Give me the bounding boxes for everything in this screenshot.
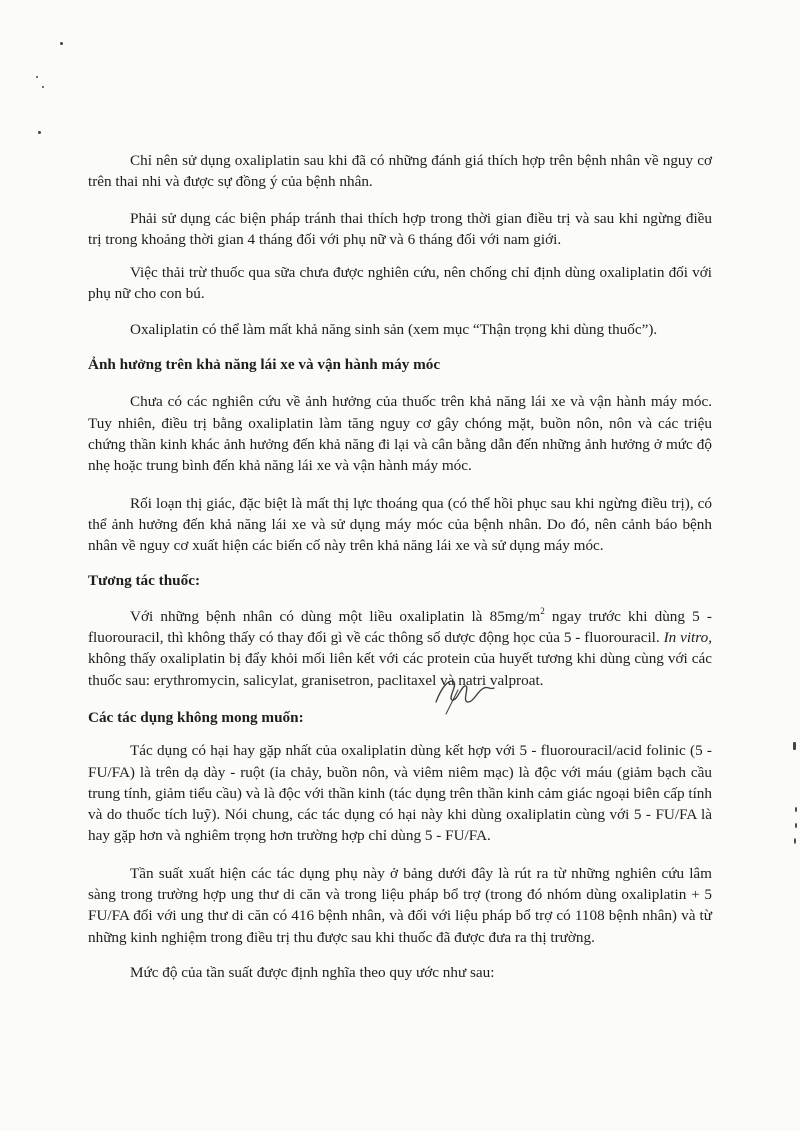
paragraph: Mức độ của tần suất được định nghĩa theo quy ước như sau:: [130, 963, 495, 981]
document-body: [88, 150, 712, 983]
scan-speck: [794, 838, 796, 844]
section-heading-adverse-effects: Các tác dụng không mong muốn:: [88, 708, 304, 726]
scan-speck: [793, 742, 796, 750]
section-heading-driving: Ảnh hưởng trên khả năng lái xe và vận hành máy móc: [88, 356, 441, 374]
scan-speck: [36, 76, 38, 78]
paragraph: Tác dụng có hại hay gặp nhất của oxaliplatin dùng kết hợp với 5 - fluorouracil/acid folinic (5 - FU/FA) là trên dạ dày - ruột (ỉa chảy, buồn nôn, và viêm niêm mạc) là độc với máu (giảm bạch cầu trung tính, giảm tiểu cầu) và là độc với thần kinh (tác dụng trên thần kinh cảm giác ngoại biên cấp tính và do thuốc tích luỹ). Nói chung, các tác dụng có hại này khi dùng oxaliplatin cùng với 5 - FU/FA là hay gặp hơn và nghiêm trọng hơn trường hợp chỉ dùng 5 - FU/FA.: [88, 742, 712, 845]
scan-speck: [795, 807, 797, 812]
scan-speck: [60, 42, 63, 45]
scan-speck: [38, 131, 41, 134]
text-run: ngay trước khi dùng 5 - fluorouracil, thì không thấy có thay đổi gì về các thông số dược động học của 5 - fluorouracil.: [88, 607, 712, 647]
paragraph: Chưa có các nghiên cứu về ảnh hưởng của thuốc trên khả năng lái xe và vận hành máy móc. Tuy nhiên, điều trị bằng oxaliplatin làm tăng nguy cơ gây chóng mặt, buồn nôn, nôn và các triệu chứng thần kinh khác ảnh hưởng đến khả năng đi lại và cân bằng dẫn đến những ảnh hưởng ở mức độ nhẹ hoặc trung bình đến khả năng lái xe và vận hành máy móc.: [88, 393, 712, 475]
text-run: Với những bệnh nhân có dùng một liều oxaliplatin là 85mg/m: [130, 607, 541, 625]
superscript: 2: [540, 605, 545, 616]
paragraph: Tần suất xuất hiện các tác dụng phụ này ở bảng dưới đây là rút ra từ những nghiên cứu lâm sàng trong trường hợp ung thư di căn và trong liệu pháp bổ trợ (trong đó nhóm dùng oxaliplatin + 5 FU/FA đối với ung thư di căn có 416 bệnh nhân, và đối với liệu pháp bổ trợ có 1108 bệnh nhân) và từ những kinh nghiệm trong điều trị thu được sau khi thuốc đã được đưa ra thị trường.: [88, 864, 712, 946]
paragraph: Chỉ nên sử dụng oxaliplatin sau khi đã có những đánh giá thích hợp trên bệnh nhân về nguy cơ trên thai nhi và được sự đồng ý của bệnh nhân.: [88, 152, 712, 191]
italic-term: In vitro: [663, 629, 709, 647]
paragraph: Rối loạn thị giác, đặc biệt là mất thị lực thoáng qua (có thể hồi phục sau khi ngừng điều trị), có thể ảnh hưởng đến khả năng lái xe và sử dụng máy móc của bệnh nhân. Do đó, nên cảnh báo bệnh nhân về nguy cơ xuất hiện các biến cố này trên khả năng lái xe và sử dụng máy móc.: [88, 494, 712, 555]
section-heading-interactions: Tương tác thuốc:: [88, 572, 201, 590]
scan-speck: [795, 823, 797, 828]
text-run: , không thấy oxaliplatin bị đẩy khỏi mối liên kết với các protein của huyết tương khi dùng cùng với các thuốc sau: erythromycin, salicylat, granisetron, paclitaxel và natri valproat.: [88, 629, 712, 689]
scan-speck: [42, 86, 44, 88]
paragraph: Việc thải trừ thuốc qua sữa chưa được nghiên cứu, nên chống chỉ định dùng oxaliplatin đối với phụ nữ cho con bú.: [88, 264, 712, 303]
paragraph-interactions: [88, 606, 712, 691]
paragraph: Phải sử dụng các biện pháp tránh thai thích hợp trong thời gian điều trị và sau khi ngừng điều trị trong khoảng thời gian 4 tháng đối với phụ nữ và 6 tháng đối với nam giới.: [88, 209, 712, 248]
paragraph: Oxaliplatin có thể làm mất khả năng sinh sản (xem mục “Thận trọng khi dùng thuốc”).: [130, 320, 658, 338]
